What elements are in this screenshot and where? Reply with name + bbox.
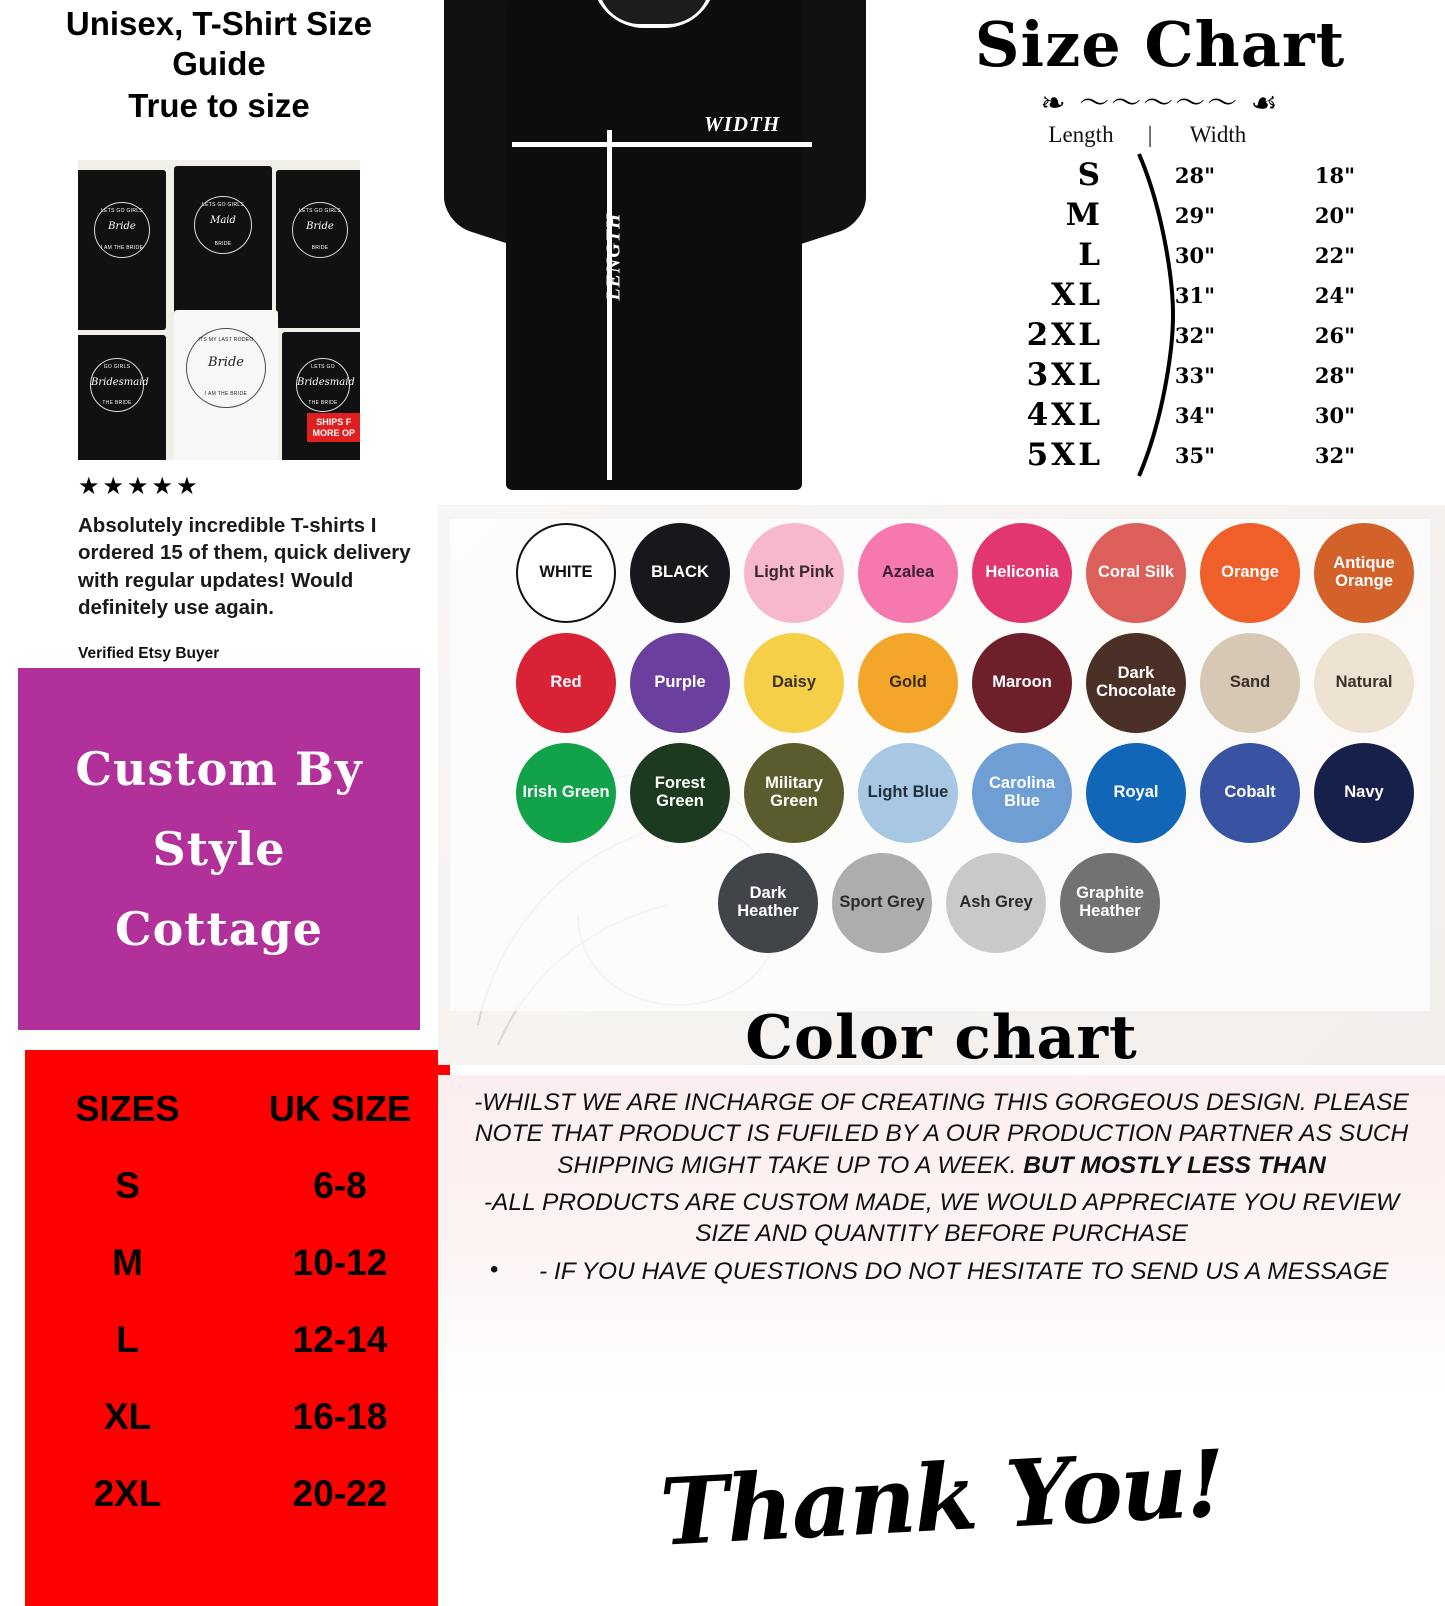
size-length: 30" <box>1174 242 1216 268</box>
swatch-white[interactable]: WHITE <box>516 523 616 623</box>
color-chart-title: Color chart <box>745 1003 1138 1065</box>
note-shipping-emphasis: BUT MOSTLY LESS THAN <box>1023 1151 1326 1179</box>
size-chart-header <box>1025 122 1425 148</box>
swatch-coral-silk[interactable]: Coral Silk <box>1086 523 1186 623</box>
swatch-military-green[interactable]: Military Green <box>744 743 844 843</box>
swatch-row <box>438 633 1445 733</box>
decorative-swash: ❧ ～～～～～ ☙ <box>1040 86 1280 121</box>
table-row <box>875 315 1445 355</box>
size-length: 29" <box>1174 202 1216 228</box>
guide-title-line2: Guide <box>172 45 266 83</box>
tshirt-torso <box>506 0 802 490</box>
rating-stars: ★★★★★ <box>78 473 201 500</box>
table-row <box>25 1224 450 1301</box>
size-label: L <box>1078 237 1103 273</box>
uk-size: 2XL <box>93 1472 162 1514</box>
swatch-graphite-heather[interactable]: Graphite Heather <box>1060 853 1160 953</box>
header-width: Width <box>1189 122 1247 147</box>
table-row <box>25 1301 450 1378</box>
tshirt-illustration <box>464 0 844 490</box>
photo-logo-circle: GO GIRLS Bridesmaid THE BRIDE <box>90 358 144 412</box>
uk-value: 16-18 <box>292 1395 388 1437</box>
product-photo <box>78 160 360 460</box>
size-width: 26" <box>1314 322 1356 348</box>
swatch-sport-grey[interactable]: Sport Grey <box>832 853 932 953</box>
left-column <box>0 0 438 1606</box>
thank-you-panel <box>438 1390 1445 1606</box>
uk-size: XL <box>103 1395 152 1437</box>
swatch-sand[interactable]: Sand <box>1200 633 1300 733</box>
ships-badge: SHIPS F MORE OP <box>307 413 360 442</box>
photo-logo-circle: LETS GO GIRLS Maid BRIDE <box>194 196 252 254</box>
notes-panel <box>438 1075 1445 1395</box>
size-width: 32" <box>1314 442 1356 468</box>
size-width: 24" <box>1314 282 1356 308</box>
size-length: 35" <box>1174 442 1216 468</box>
table-row <box>25 1147 450 1224</box>
note-shipping <box>464 1087 1419 1181</box>
length-measure-line <box>607 130 612 480</box>
table-row <box>25 1378 450 1455</box>
swatch-cobalt[interactable]: Cobalt <box>1200 743 1300 843</box>
swatch-grid <box>438 523 1445 963</box>
color-chart-panel <box>438 505 1445 1065</box>
size-label: 5XL <box>1026 437 1103 473</box>
swatch-orange[interactable]: Orange <box>1200 523 1300 623</box>
swatch-red[interactable]: Red <box>516 633 616 733</box>
swatch-row <box>438 523 1445 623</box>
swatch-ash-grey[interactable]: Ash Grey <box>946 853 1046 953</box>
swatch-antique-orange[interactable]: Antique Orange <box>1314 523 1414 623</box>
photo-logo-circle: LETS GO GIRLS Bride I AM THE BRIDE <box>94 202 150 258</box>
photo-logo-circle: LETS GO Bridesmaid THE BRIDE <box>296 358 350 412</box>
guide-subtitle: True to size <box>128 86 310 124</box>
size-label: M <box>1065 197 1103 233</box>
table-row <box>875 435 1445 475</box>
note-custom-made: -ALL PRODUCTS ARE CUSTOM MADE, WE WOULD APPRECIATE YOU REVIEW SIZE AND QUANTITY BEFORE PURCHASE <box>483 1189 1400 1248</box>
tshirt-diagram <box>438 0 875 505</box>
width-measure-line <box>512 142 812 147</box>
swatch-royal[interactable]: Royal <box>1086 743 1186 843</box>
photo-logo-circle-white-shirt: ITS MY LAST RODEO Bride I AM THE BRIDE <box>186 328 266 408</box>
size-label: 3XL <box>1026 357 1103 393</box>
swatch-azalea[interactable]: Azalea <box>858 523 958 623</box>
uk-table-header <box>25 1070 450 1147</box>
table-row <box>875 395 1445 435</box>
header-divider: | <box>1147 122 1153 147</box>
table-row <box>25 1455 450 1532</box>
swatch-light-pink[interactable]: Light Pink <box>744 523 844 623</box>
size-length: 32" <box>1174 322 1216 348</box>
table-row <box>875 195 1445 235</box>
review-author: Verified Etsy Buyer <box>78 645 220 662</box>
uk-value: 12-14 <box>292 1318 388 1360</box>
brand-line-1: Custom By <box>75 742 363 796</box>
table-row <box>875 275 1445 315</box>
note-questions-row <box>464 1256 1419 1287</box>
guide-title-line1: Unisex, T-Shirt Size <box>65 5 373 42</box>
uk-size: M <box>112 1241 143 1283</box>
size-width: 28" <box>1314 362 1356 388</box>
size-width: 18" <box>1314 162 1356 188</box>
swatch-row <box>438 853 1445 953</box>
uk-header-uksize: UK SIZE <box>268 1087 411 1129</box>
brand-box <box>18 668 420 1030</box>
swatch-navy[interactable]: Navy <box>1314 743 1414 843</box>
table-row <box>875 355 1445 395</box>
length-label: LENGTH <box>602 212 625 301</box>
table-row <box>875 155 1445 195</box>
swatch-carolina-blue[interactable]: Carolina Blue <box>972 743 1072 843</box>
note-shipping-text: -WHILST WE ARE INCHARGE OF CREATING THIS GORGEOUS DESIGN. PLEASE NOTE THAT PRODUCT IS FUFILED BY A OUR PRODUCTION PARTNER AS SUCH SHIPPING MIGHT TAKE UP TO A WEEK. <box>474 1089 1409 1179</box>
uk-size: S <box>115 1164 140 1206</box>
swatch-daisy[interactable]: Daisy <box>744 633 844 733</box>
swatch-natural[interactable]: Natural <box>1314 633 1414 733</box>
table-row <box>875 235 1445 275</box>
brand-line-2: Style <box>152 822 286 876</box>
size-label: 2XL <box>1026 317 1103 353</box>
swatch-dark-heather[interactable]: Dark Heather <box>718 853 818 953</box>
swatch-row <box>438 743 1445 843</box>
swatch-purple[interactable]: Purple <box>630 633 730 733</box>
swatch-light-blue[interactable]: Light Blue <box>858 743 958 843</box>
size-width: 20" <box>1314 202 1356 228</box>
header-length: Length <box>1048 122 1114 147</box>
size-length: 34" <box>1174 402 1216 428</box>
swatch-irish-green[interactable]: Irish Green <box>516 743 616 843</box>
photo-logo-circle: LETS GO GIRLS Bride BRIDE <box>292 202 348 258</box>
swatch-forest-green[interactable]: Forest Green <box>630 743 730 843</box>
note-questions: - IF YOU HAVE QUESTIONS DO NOT HESITATE TO SEND US A MESSAGE <box>538 1257 1389 1285</box>
swatch-heliconia[interactable]: Heliconia <box>972 523 1072 623</box>
size-length: 33" <box>1174 362 1216 388</box>
size-length: 28" <box>1174 162 1216 188</box>
bullet-icon: • <box>490 1255 499 1283</box>
size-width: 30" <box>1314 402 1356 428</box>
swatch-dark-chocolate[interactable]: Dark Chocolate <box>1086 633 1186 733</box>
uk-value: 6-8 <box>313 1164 367 1206</box>
size-label: XL <box>1051 277 1103 313</box>
width-label: WIDTH <box>704 112 781 136</box>
size-label: 4XL <box>1026 397 1103 433</box>
size-length: 31" <box>1174 282 1216 308</box>
swatch-maroon[interactable]: Maroon <box>972 633 1072 733</box>
size-chart-title: Size Chart <box>974 8 1346 81</box>
uk-header-sizes: SIZES <box>75 1087 180 1129</box>
guide-title <box>0 0 438 85</box>
size-label: S <box>1077 157 1103 193</box>
size-width: 22" <box>1314 242 1356 268</box>
uk-size-table <box>25 1050 450 1606</box>
brand-line-3: Cottage <box>114 902 324 956</box>
thank-you-text: Thank You! <box>657 1429 1226 1567</box>
uk-size: L <box>116 1318 139 1360</box>
uk-value: 10-12 <box>292 1241 388 1283</box>
swatch-black[interactable]: BLACK <box>630 523 730 623</box>
size-chart-panel <box>875 0 1445 505</box>
review-text: Absolutely incredible T-shirts I ordered 15 of them, quick delivery with regular updates! Would definitely use again. <box>78 514 411 619</box>
swatch-gold[interactable]: Gold <box>858 633 958 733</box>
uk-value: 20-22 <box>292 1472 388 1514</box>
size-chart-rows <box>875 155 1445 475</box>
